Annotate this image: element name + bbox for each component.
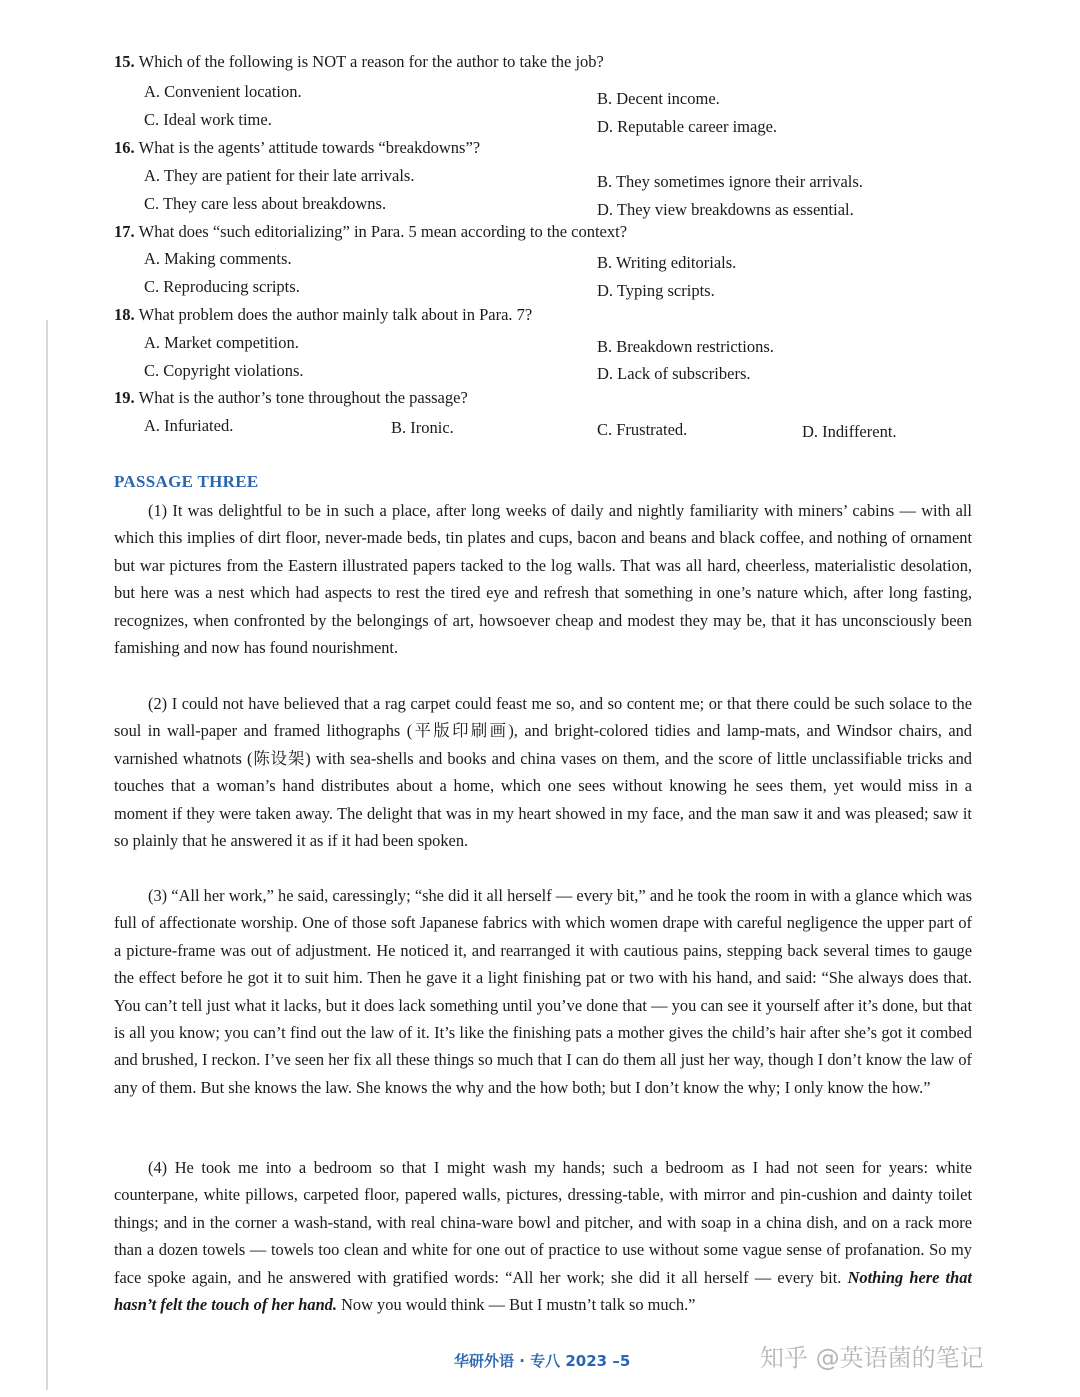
option-19-a: A. Infuriated. (144, 416, 234, 435)
question-19 (114, 388, 468, 408)
page-footer: 华研外语 · 专八 2023 –5 (454, 1352, 631, 1370)
option-17-b: B. Writing editorials. (597, 253, 737, 272)
paragraph-4-italic: Nothing here that hasn’t felt the touch of her hand. (114, 1267, 972, 1315)
option-18-a: A. Market competition. (144, 333, 299, 352)
question-17 (114, 222, 627, 242)
passage-heading: PASSAGE THREE (114, 472, 259, 491)
option-15-c: C. Ideal work time. (144, 110, 272, 129)
option-19-d: D. Indifferent. (802, 422, 897, 441)
passage-paragraph-1: (1) It was delightful to be in such a place, after long weeks of daily and nightly familiarity with miners’ cabins — with all which this implies of dirt floor, never-made beds, tin plates and cups, bacon and beans and black coffee, and nothing of ornament but war pictures from the Eastern illustrated papers tacked to the log walls. That was all hard, cheerless, materialistic desolation, but here was a nest which had aspects to rest the tired eye and refresh that something in one’s nature which, after long fasting, recognizes, when confronted by the belongings of art, howsoever cheap and modest they may be, that it has unconsciously been famishing and now has found nourishment. (114, 501, 972, 658)
option-17-d: D. Typing scripts. (597, 281, 715, 300)
question-18 (114, 305, 532, 325)
question-15 (114, 52, 604, 72)
passage-paragraph-3: (3) “All her work,” he said, caressingly; “she did it all herself — every bit,” and he took the room in with a glance which was full of affectionate worship. One of those soft Japanese fabrics with which women drape with careful negligence the upper part of a picture-frame was out of adjustment. He noticed it, and rearranged it with cautious pains, stepping back several times to gauge the effect before he got it to suit him. Then he gave it a light finishing pat or two with his hand, and said: “She always does that. You can’t tell just what it lacks, but it does lack something until you’ve done that — you can see it yourself after it’s done, but that is all you know; you can’t find out the law of it. It’s like the finishing pats a mother gives the child’s hair after she’s got it combed and brushed, I reckon. I’ve seen her fix all these things so much that I can do them all just her way, though I don’t know the law of any of them. But she knows the law. She knows the why and the how both; but I don’t know the why; I only know the how.” (114, 886, 972, 1097)
question-text: What is the agents’ attitude towards “breakdowns”? (138, 138, 481, 157)
passage-paragraph-2: (2) I could not have believed that a rag carpet could feast me so, and so content me; or that there could be such solace to the soul in wall-paper and framed lithographs (平版印刷画), and bright-colored tidies and lamp-mats, and Windsor chairs, and varnished whatnots (陈设架) with sea-shells and books and china vases on them, and the score of little unclassifiable tricks and touches that a woman’s hand distributes about a home, which one sees without knowing he sees them, yet would miss in a moment if they were taken away. The delight that was in my heart showed in my face, and the man saw it and was pleased; saw it so plainly that he answered it as if it had been spoken. (114, 694, 972, 851)
option-15-a: A. Convenient location. (144, 82, 302, 101)
option-18-c: C. Copyright violations. (144, 361, 304, 380)
option-16-a: A. They are patient for their late arrivals. (144, 166, 415, 185)
option-18-b: B. Breakdown restrictions. (597, 337, 774, 356)
question-16 (114, 138, 480, 158)
watermark: 知乎 @英语菌的笔记 (760, 1344, 984, 1372)
question-text: What is the author’s tone throughout the passage? (138, 388, 468, 407)
paragraph-4-main: (4) He took me into a bedroom so that I might wash my hands; such a bedroom as I had not seen for years: white counterpane, white pillows, carpeted floor, papered walls, pictures, dressing-table, with mirror and pin-cushion and dainty toilet things; and in the corner a wash-stand, with real china-ware bowl and pitcher, and with soap in a china dish, and on a rack more than a dozen towels — towels too clean and white for one out of practice to use without some vague sense of profanation. So my face spoke again, and he answered with gratified words: “All her work; she did it all herself — every bit. (114, 1158, 972, 1287)
option-16-d: D. They view breakdowns as essential. (597, 200, 854, 219)
passage-paragraph-4 (114, 1154, 972, 1318)
question-text: Which of the following is NOT a reason for the author to take the job? (138, 52, 604, 71)
option-19-c: C. Frustrated. (597, 420, 688, 439)
option-17-c: C. Reproducing scripts. (144, 277, 300, 296)
option-15-d: D. Reputable career image. (597, 117, 778, 136)
option-19-b: B. Ironic. (391, 418, 454, 437)
page-edge-shadow (46, 320, 48, 1390)
question-number: 18. (114, 305, 135, 324)
paragraph-4-tail: Now you would think — But I mustn’t talk so much.” (336, 1295, 696, 1315)
option-18-d: D. Lack of subscribers. (597, 364, 751, 383)
question-number: 17. (114, 222, 135, 241)
option-17-a: A. Making comments. (144, 249, 292, 268)
question-text: What does “such editorializing” in Para. 5 mean according to the context? (138, 222, 628, 241)
question-number: 16. (114, 138, 135, 157)
question-text: What problem does the author mainly talk about in Para. 7? (138, 305, 533, 324)
question-number: 19. (114, 388, 135, 407)
option-16-c: C. They care less about breakdowns. (144, 194, 387, 213)
question-number: 15. (114, 52, 135, 71)
option-16-b: B. They sometimes ignore their arrivals. (597, 172, 863, 191)
option-15-b: B. Decent income. (597, 89, 720, 108)
